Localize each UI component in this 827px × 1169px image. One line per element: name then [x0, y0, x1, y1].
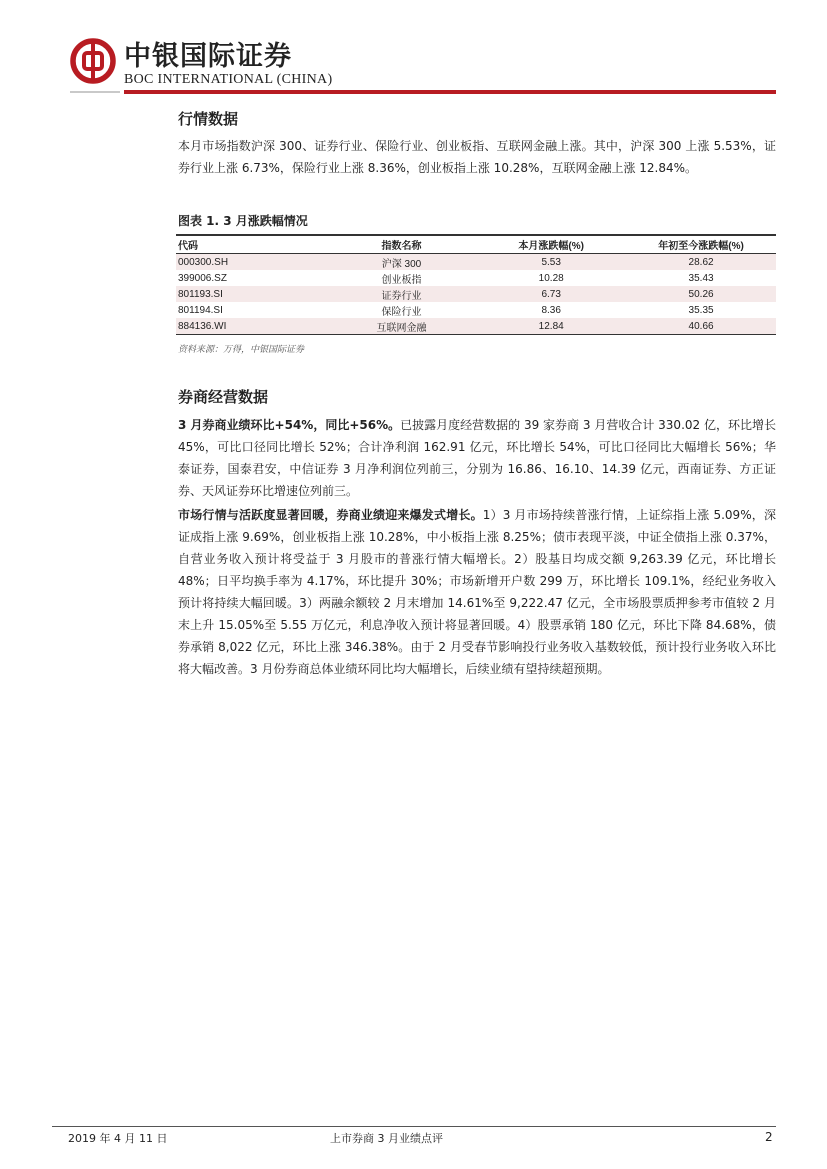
paragraph-2-lead: 市场行情与活跃度显著回暖，券商业绩迎来爆发式增长。: [178, 508, 483, 522]
table-row: [176, 254, 776, 271]
cell-month-change: 10.28: [538, 272, 564, 284]
column-header-ytd-change: 年初至今涨跌幅(%): [658, 241, 744, 252]
table-row: [176, 318, 776, 335]
header-divider: [124, 90, 776, 94]
table-source-note: 资料来源：万得，中银国际证券: [178, 345, 305, 355]
brand-name-en: BOC INTERNATIONAL (CHINA): [124, 72, 333, 87]
section-title-broker-ops: 券商经营数据: [178, 388, 269, 406]
cell-code: 801193.SI: [178, 288, 223, 300]
index-change-table: [176, 234, 776, 335]
table-row: [176, 270, 776, 286]
page-number: 2: [765, 1130, 773, 1144]
column-header-month-change: 本月涨跌幅(%): [518, 241, 584, 252]
cell-code: 000300.SH: [178, 256, 229, 268]
cell-code: 399006.SZ: [178, 272, 227, 284]
cell-name: 沪深 300: [381, 258, 422, 270]
column-header-code: 代码: [178, 241, 198, 252]
header-divider-grey: [70, 91, 120, 93]
table-row: [176, 302, 776, 318]
boc-logo-icon: [70, 38, 116, 84]
paragraph-2-body: 1）3 月市场持续普涨行情，上证综指上涨 5.09%，深证成指上涨 9.69%，创业板指上涨 10.28%，中小板指上涨 8.25%；债市表现平淡，中证全债指上涨 0.37%，自营业务收入预计将受益于 3 月股市的普涨行情大幅增长。2）股基日均成交额 9,263.39 亿元，环比增长 48%；日平均换手率为 4.17%，环比提升 30%；市场新增开户数 299 万，环比增长 109.1%，经纪业务收入预计将持续大幅回暖。3）两融余额较 2 月末增加 14.61%至 9,222.47 亿元，全市场股票质押参考市值较 2 月末上升 15.05%至 5.55 万亿元，利息净收入预计将显著回暖。4）股票承销 180 亿元，环比下降 84.68%，债券承销 8,022 亿元，环比上涨 346.38%。由于 2 月受春节影响投行业务收入基数较低，预计投行业务收入环比将大幅改善。3 月份券商总体业绩环同比均大幅增长，后续业绩有望持续超预期。: [178, 508, 776, 676]
brand-name-cn: 中银国际证券: [124, 41, 292, 72]
paragraph-1-body: 已披露月度经营数据的 39 家券商 3 月营收合计 330.02 亿，环比增长 45%，可比口径同比增长 52%；合计净利润 162.91 亿元，环比增长 54%，可比口径同比大幅增长 56%；华泰证券，国泰君安，中信证券 3 月净利润位列前三，分别为 16.86、16.10、14.39 亿元，西南证券、方正证券、天风证券环比增速位列前三。: [178, 418, 776, 498]
table-header-row: [176, 235, 776, 254]
table-row: [176, 286, 776, 302]
cell-month-change: 6.73: [541, 288, 561, 300]
section-title-market-data: 行情数据: [178, 110, 239, 128]
column-header-name: 指数名称: [381, 241, 422, 252]
cell-code: 884136.WI: [178, 320, 227, 332]
cell-name: 创业板指: [381, 274, 422, 286]
cell-code: 801194.SI: [178, 304, 223, 316]
cell-ytd-change: 35.35: [688, 304, 714, 316]
footer-divider: [52, 1126, 776, 1127]
cell-ytd-change: 35.43: [688, 272, 714, 284]
cell-name: 互联网金融: [376, 322, 427, 334]
cell-month-change: 8.36: [541, 304, 561, 316]
cell-name: 证券行业: [381, 290, 422, 302]
cell-month-change: 5.53: [541, 256, 561, 268]
market-data-paragraph: 本月市场指数沪深 300、证券行业、保险行业、创业板指、互联网金融上涨。其中，沪深 300 上涨 5.53%，证券行业上涨 6.73%，保险行业上涨 8.36%，创业板指上涨 10.28%，互联网金融上涨 12.84%。: [178, 139, 776, 175]
cell-month-change: 12.84: [538, 320, 564, 332]
cell-name: 保险行业: [381, 306, 422, 318]
paragraph-1-lead: 3 月券商业绩环比+54%，同比+56%。: [178, 418, 401, 432]
figure-title: 图表 1. 3 月涨跌幅情况: [178, 214, 308, 228]
broker-ops-paragraph-1: [178, 414, 776, 502]
cell-ytd-change: 50.26: [688, 288, 714, 300]
cell-ytd-change: 28.62: [688, 256, 714, 268]
footer-date: 2019 年 4 月 11 日: [68, 1132, 168, 1145]
cell-ytd-change: 40.66: [688, 320, 714, 332]
broker-ops-paragraph-2: [178, 504, 776, 680]
footer-document-title: 上市券商 3 月业绩点评: [330, 1132, 443, 1145]
